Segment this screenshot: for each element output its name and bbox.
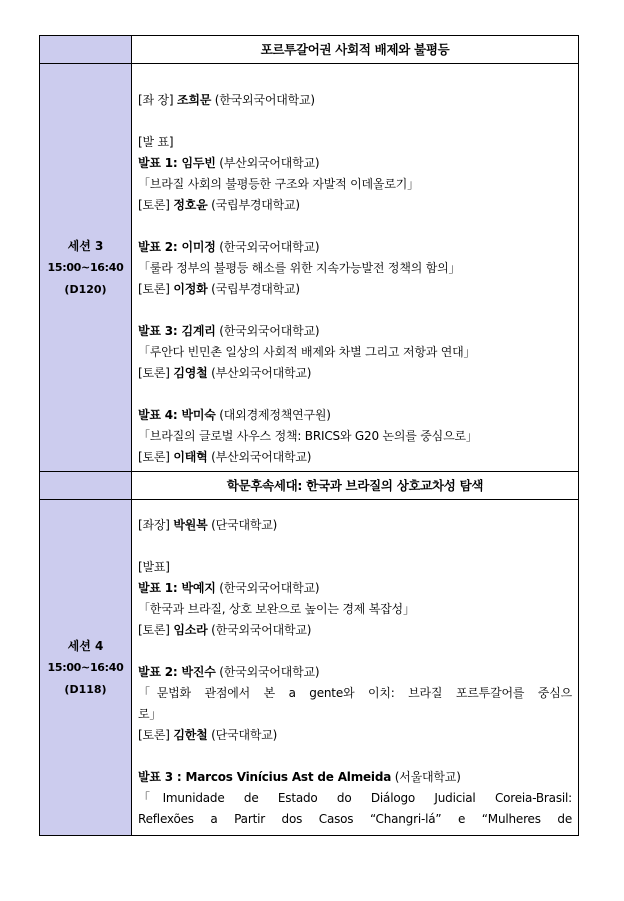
session3-time: 15:00~16:40 <box>47 260 124 274</box>
session3-section-label: [발 표] <box>138 135 174 149</box>
session3-talk1-discussant: [토론] 정호윤 (국립부경대학교) <box>138 198 300 212</box>
session4-section-label: [발표] <box>138 560 170 574</box>
session4-chair: [좌장] 박원복 (단국대학교) <box>138 518 278 532</box>
session4-talk3-presenter: 발표 3 : Marcos Vinícius Ast de Almeida (서울대학교) <box>138 770 461 784</box>
session3-chair-name: 조희문 <box>176 93 212 107</box>
session3-talk3-discussant: [토론] 김영철 (부산외국어대학교) <box>138 366 312 380</box>
session4-title-left-cell <box>40 472 132 500</box>
session3-talk2-presenter: 발표 2: 이미정 (한국외국어대학교) <box>138 240 320 254</box>
session4-talk2-presenter: 발표 2: 박진수 (한국외국어대학교) <box>138 665 320 679</box>
session3-title-left-cell <box>40 36 132 64</box>
session3-title-row <box>40 36 579 64</box>
session4-info-cell <box>40 500 132 836</box>
session4-talk3-title-line1: 「Imunidade de Estado do Diálogo Judicial Coreia-Brasil: <box>138 791 572 805</box>
session3-chair: [좌 장] 조희문 (한국외국어대학교) <box>138 93 315 107</box>
session4-talk2-title-line1: 「문법화 관점에서 본 a gente와 이치: 브라질 포르투갈어를 중심으 <box>138 686 572 700</box>
session4-time: 15:00~16:40 <box>47 660 124 674</box>
session3-talk4-title: 「브라질의 글로벌 사우스 정책: BRICS와 G20 논의를 중심으로」 <box>138 429 478 443</box>
session4-talk1-presenter: 발표 1: 박예지 (한국외국어대학교) <box>138 581 320 595</box>
session4-content-cell <box>132 500 579 836</box>
session4-title: 학문후속세대: 한국과 브라질의 상호교차성 탐색 <box>132 472 579 500</box>
session3-content-cell <box>132 64 579 472</box>
session4-talk1-discussant: [토론] 임소라 (한국외국어대학교) <box>138 623 312 637</box>
session3-talk2-title: 「룰라 정부의 불평등 해소를 위한 지속가능발전 정책의 함의」 <box>138 261 461 275</box>
session4-talk2-title-line2: 로」 <box>138 707 162 721</box>
program-table <box>39 35 579 836</box>
session4-talk3-title-line2: Reflexões a Partir dos Casos “Changri-lá” e “Mulheres de <box>138 812 572 826</box>
session3-talk1-presenter: 발표 1: 임두빈 (부산외국어대학교) <box>138 156 320 170</box>
session3-room: (D120) <box>64 282 107 296</box>
session4-room: (D118) <box>64 682 107 696</box>
session4-chair-name: 박원복 <box>173 518 208 532</box>
session3-talk4-discussant: [토론] 이태혁 (부산외국어대학교) <box>138 450 312 464</box>
session4-talk1-title: 「한국과 브라질, 상호 보완으로 높이는 경제 복잡성」 <box>138 602 415 616</box>
session3-name: 세션 3 <box>67 238 104 253</box>
session3-talk3-title: 「루안다 빈민촌 일상의 사회적 배제와 차별 그리고 저항과 연대」 <box>138 345 476 359</box>
session4-talk2-discussant: [토론] 김한철 (단국대학교) <box>138 728 278 742</box>
session3-talk1-title: 「브라질 사회의 불평등한 구조와 자발적 이데올로기」 <box>138 177 419 191</box>
session3-info-cell <box>40 64 132 472</box>
session4-title-row <box>40 472 579 500</box>
session3-title: 포르투갈어권 사회적 배제와 불평등 <box>132 36 579 64</box>
session3-talk3-presenter: 발표 3: 김계리 (한국외국어대학교) <box>138 324 320 338</box>
session4-body-row <box>40 500 579 836</box>
session3-talk4-presenter: 발표 4: 박미숙 (대외경제정책연구원) <box>138 408 331 422</box>
session3-talk2-discussant: [토론] 이정화 (국립부경대학교) <box>138 282 300 296</box>
session4-name: 세션 4 <box>67 638 104 653</box>
session3-body-row <box>40 64 579 472</box>
